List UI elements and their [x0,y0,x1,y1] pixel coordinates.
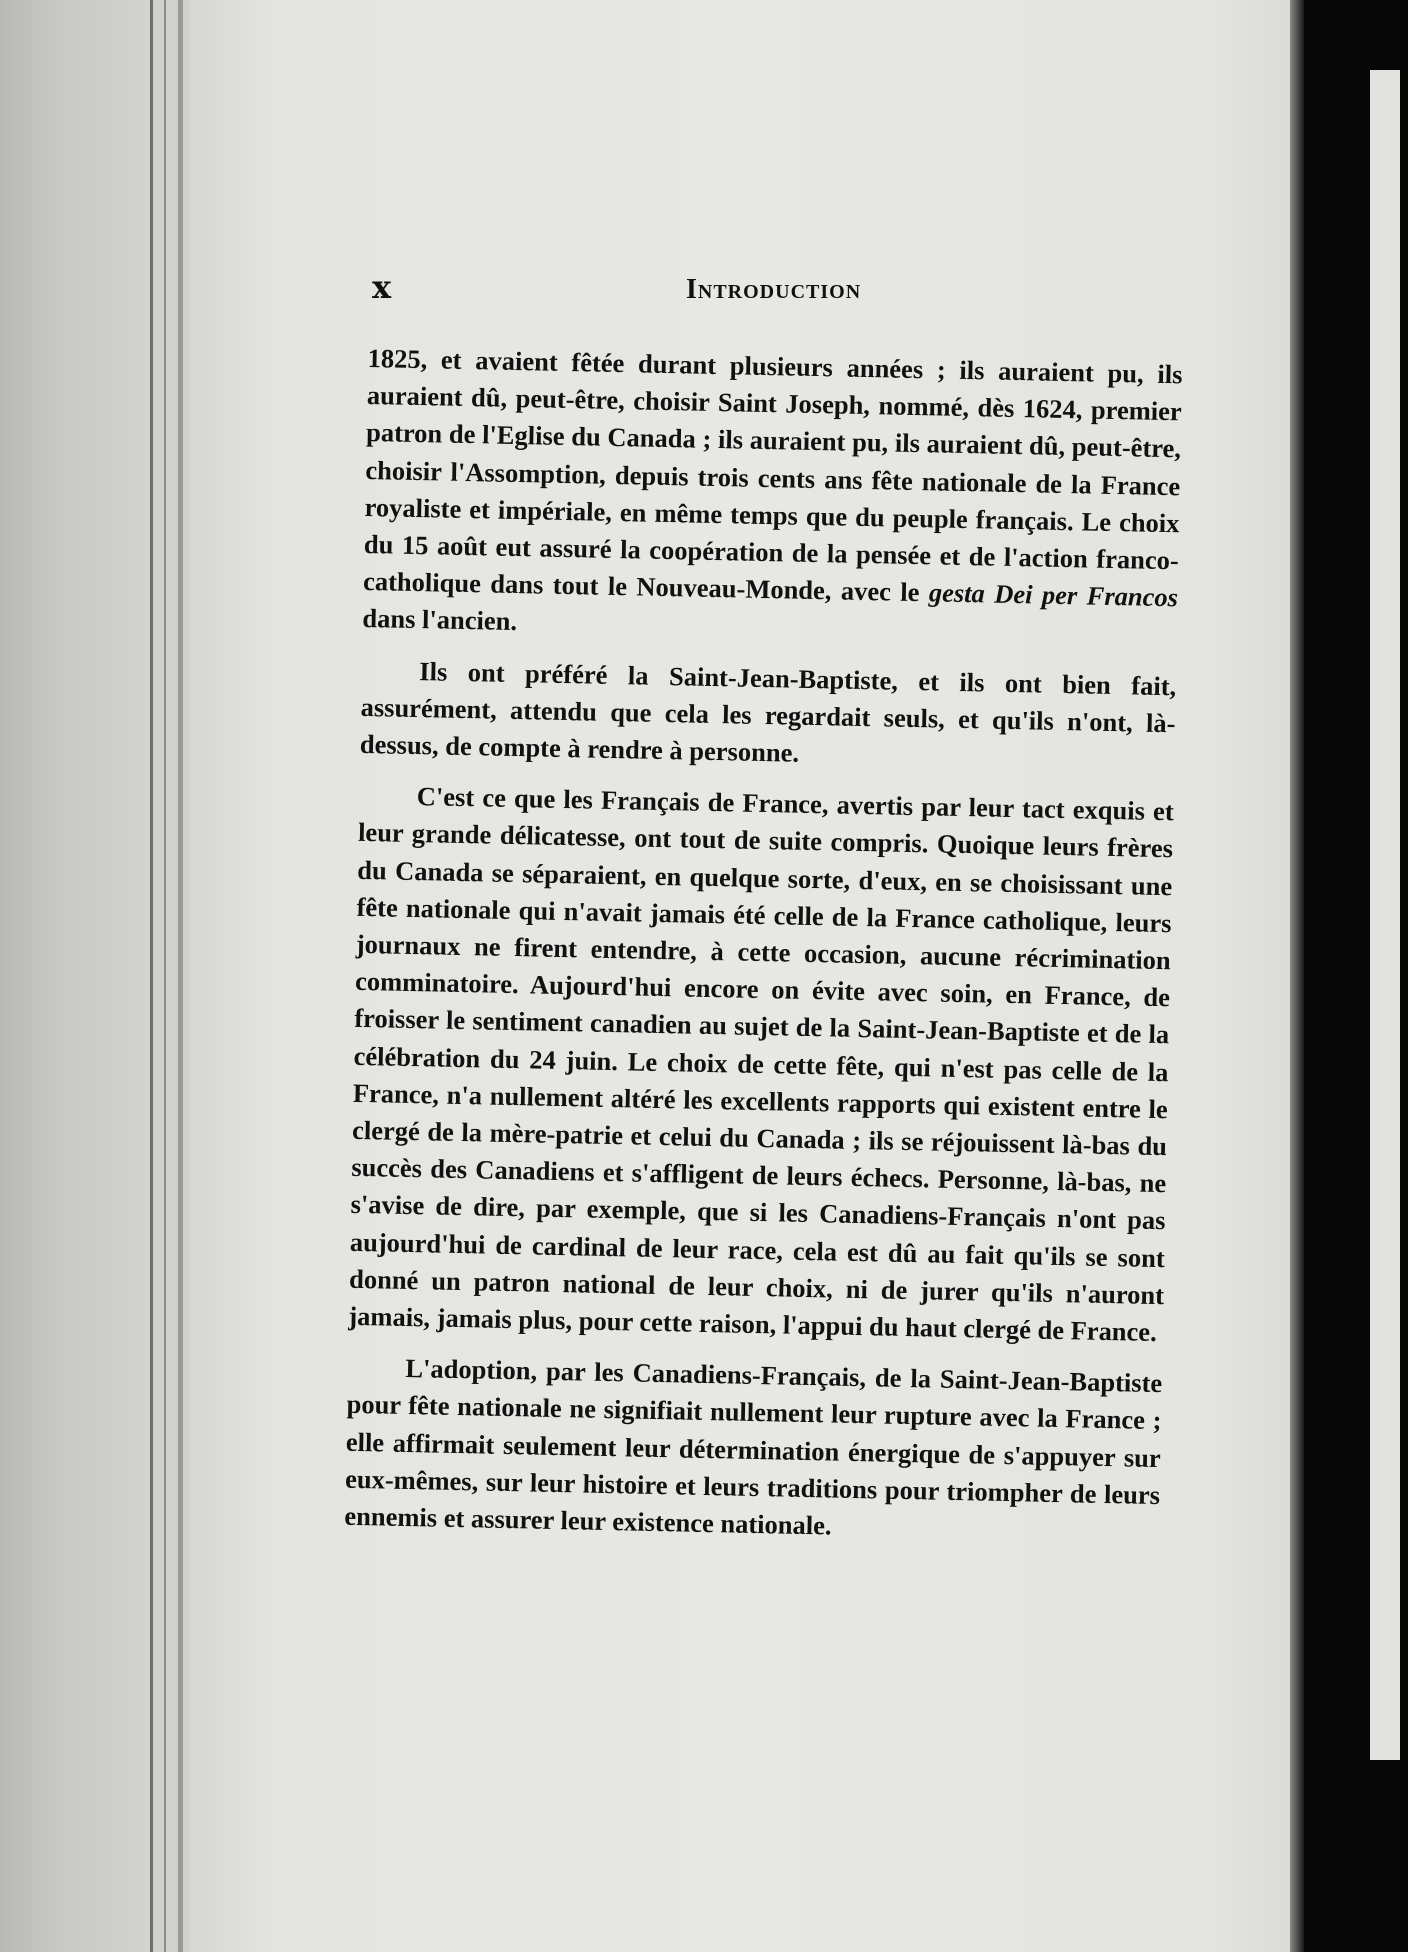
paragraph-4: L'adoption, par les Canadiens-Français, de la Saint-Jean-Baptiste pour fête nationale ne signifiait nullement leur rupture avec la France ; elle affirmait seulement leur détermination énergique de s'appuyer sur eux-mêmes, sur leur histoire et leurs traditions pour triompher de leurs ennemis et assurer leur existence nationale. [344,1353,1163,1541]
body-text [344,340,1183,1565]
paragraph-1-text-b: dans l'ancien. [362,603,518,637]
left-margin-rule [150,0,153,1952]
left-page-shadow [0,0,150,1952]
page-number: x [372,268,392,306]
page-header [190,268,1305,328]
paragraph-1 [362,340,1183,654]
paragraph-2: Ils ont préféré la Saint-Jean-Baptiste, et ils ont bien fait, assurément, attendu que cela les regardait seuls, et qu'ils n'ont, là-dessus, de compte à rendre à personne. [359,655,1177,768]
left-page-edge [178,0,183,1952]
paragraph-1-text-a: 1825, et avaient fêtée durant plusieurs années ; ils auraient pu, ils auraient dû, peut-être, choisir Saint Joseph, nommé, dès 1624, premier patron de l'Eglise du Canada ; ils auraient pu, ils auraient dû, peut-être, choisir l'Assomption, depuis trois cents ans fête nationale de la France royaliste et impériale, en même temps que du peuple français. Le choix du 15 août eut assuré la coopération de la pensée et de l'action franco-catholique dans tout le Nouveau-Monde, avec le [362,342,1183,608]
next-page-edge [1370,70,1400,1760]
paragraph-1-italic-phrase: gesta Dei per Francos [928,577,1179,613]
left-margin-rule-inner [164,0,166,1952]
running-head: Introduction [686,274,862,305]
paragraph-3: C'est ce que les Français de France, avertis par leur tact exquis et leur grande délicatesse, ont tout de suite compris. Quoique leurs frères du Canada se séparaient, en quelque sorte, d'eux, en se choisissant une fête nationale qui n'avait jamais été celle de la France catholique, leurs journaux ne firent entendre, à cette occasion, aucune récrimination comminatoire. Aujourd'hui encore on évite avec soin, en France, de froisser le sentiment canadien au sujet de la Saint-Jean-Baptiste et de la célébration du 24 juin. Le choix de cette fête, qui n'est pas celle de la France, n'a nullement altéré les excellents rapports qui existent entre le clergé de la mère-patrie et celui du Canada ; ils se réjouissent là-bas du succès des Canadiens et s'affligent de leurs échecs. Personne, là-bas, ne s'avise de dire, par exemple, que si les Canadiens-Français n'ont pas aujourd'hui de cardinal de leur race, cela est dû au fait qu'ils se sont donné un patron national de leur choix, ni de jurer qu'ils n'auront jamais, jamais plus, pour cette raison, l'appui du haut clergé de France. [348,781,1175,1348]
